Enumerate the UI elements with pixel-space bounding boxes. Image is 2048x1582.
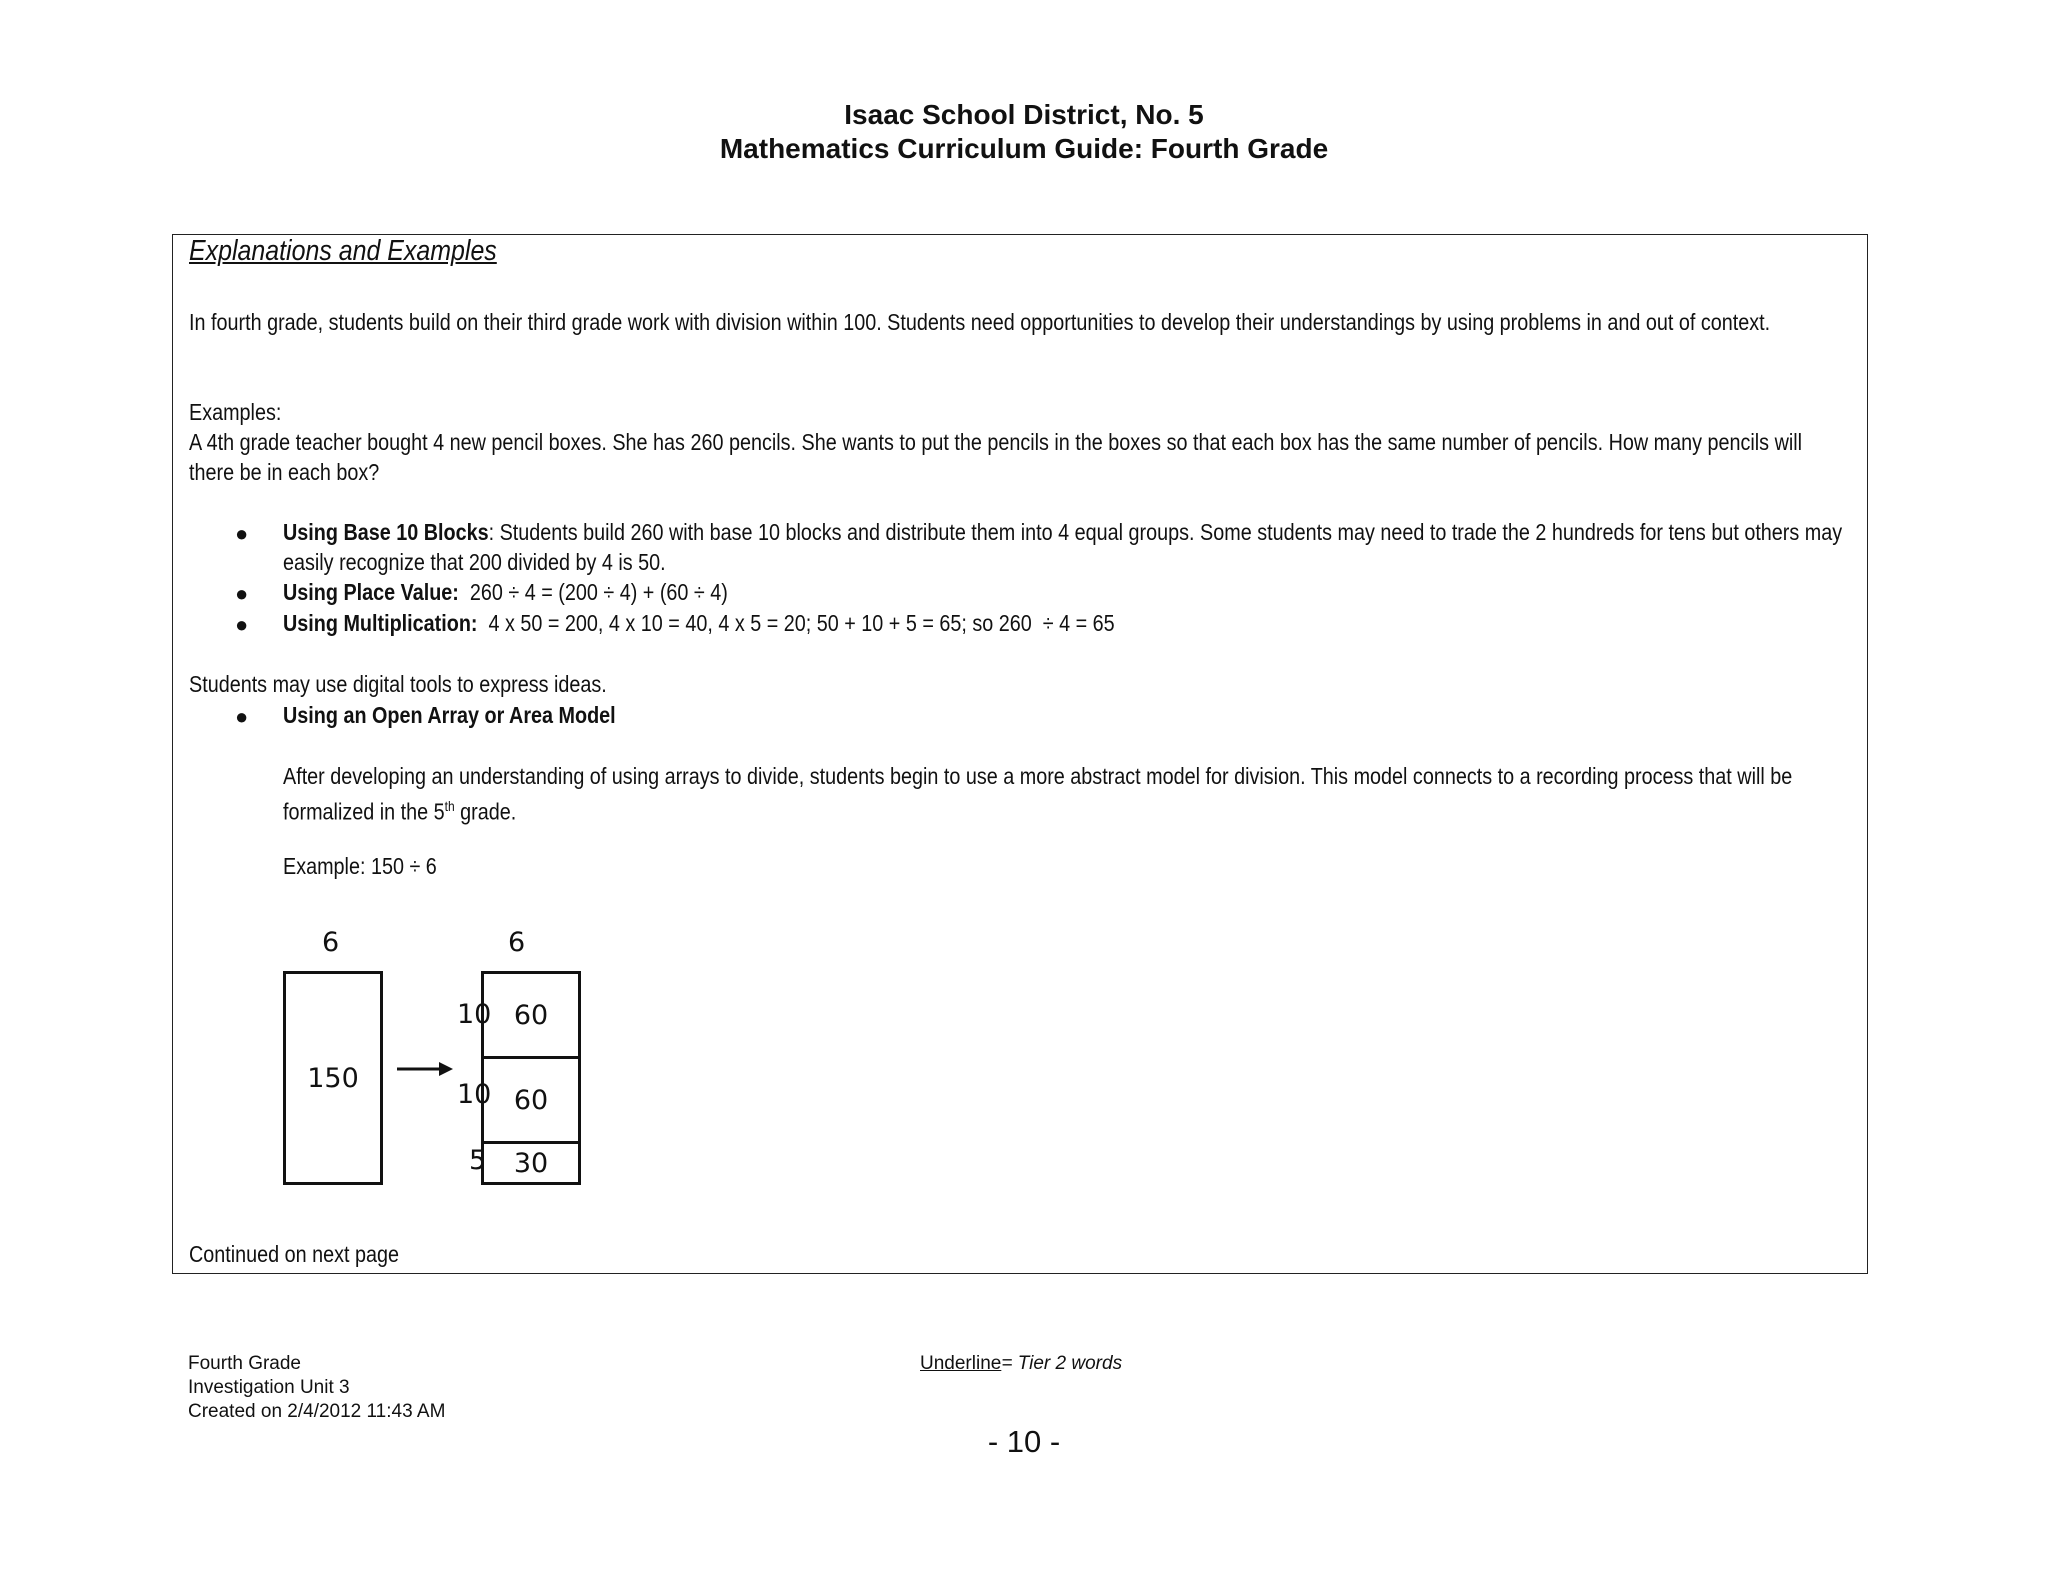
bullet-label: Using Place Value: [283, 579, 459, 605]
row-side-label: 10 [457, 1079, 492, 1110]
array-paragraph [283, 761, 1883, 827]
explanations-box [172, 234, 1868, 1274]
row-side-label: 10 [457, 999, 492, 1030]
bullet-base10 [283, 517, 1883, 577]
arrow-right-icon [395, 1059, 455, 1079]
document-title: Isaac School District, No. 5 [844, 99, 1204, 130]
bullet-multiplication [283, 608, 1883, 638]
bullet-text: 260 ÷ 4 = (200 ÷ 4) + (60 ÷ 4) [458, 579, 728, 605]
array-text-1: After developing an understanding of using arrays to divide, students begin to use a more abstract model for division. This model connects to a recording process that will be formalized in the 5 [283, 763, 1793, 825]
digital-tools-text: Students may use digital tools to express ideas. [189, 671, 607, 697]
area-cell [481, 1056, 581, 1144]
bullet-dot: ● [235, 704, 249, 729]
bullet-open-array [283, 700, 1883, 730]
continued-note: Continued on next page [189, 1241, 400, 1267]
area-cell-value: 30 [513, 1147, 549, 1179]
bullet-label: Using Base 10 Blocks [283, 519, 489, 545]
bullet-place-value [283, 577, 1883, 607]
document-subtitle: Mathematics Curriculum Guide: Fourth Grade [719, 133, 1329, 164]
legend-underline: Underline [920, 1353, 1002, 1374]
bullet-text: 4 x 50 = 200, 4 x 10 = 40, 4 x 5 = 20; 50 + 10 + 5 = 65; so 260 ÷ 4 = 65 [477, 610, 1115, 636]
bullet-dot: ● [235, 521, 249, 546]
area-cell [481, 971, 581, 1059]
row-side-label: 5 [469, 1145, 487, 1176]
area-cell [481, 1141, 581, 1185]
problem-text: A 4th grade teacher bought 4 new pencil boxes. She has 260 pencils. She wants to put the pencils in the boxes so that each box has the same number of pencils. How many pencils will there be in each box? [189, 429, 1803, 485]
footer-info [188, 1352, 445, 1424]
footer-created: Created on 2/4/2012 11:43 AM [188, 1401, 446, 1422]
left-rectangle-value: 150 [307, 1062, 359, 1094]
section-title: Explanations and Examples [189, 235, 497, 267]
bullet-label: Using Multiplication: [283, 610, 478, 636]
right-width-label: 6 [508, 927, 526, 958]
legend-text: = Tier 2 words [1001, 1353, 1123, 1374]
bullet-label: Using an Open Array or Area Model [283, 702, 616, 728]
page-number: - 10 - [987, 1424, 1061, 1459]
example-line: Example: 150 ÷ 6 [283, 853, 437, 879]
footer-grade: Fourth Grade [188, 1353, 301, 1374]
examples-label: Examples: [189, 399, 282, 425]
footer-unit: Investigation Unit 3 [188, 1377, 350, 1398]
array-text-2: grade. [454, 798, 517, 825]
left-rectangle [283, 971, 383, 1185]
area-cell-value: 60 [513, 999, 549, 1031]
bullet-text: : Students build 260 with base 10 blocks and distribute them into 4 equal groups. Some students may need to trade the 2 hundreds for tens but others may easily recognize that 200 divided by 4 is 50. [283, 519, 1843, 575]
bullet-dot: ● [235, 612, 249, 637]
intro-paragraph: In fourth grade, students build on their third grade work with division within 100. Students need opportunities to develop their understandings by using problems in and out of context. [189, 309, 1771, 335]
array-superscript: th [444, 798, 455, 814]
area-cell-value: 60 [513, 1084, 549, 1116]
bullet-dot: ● [235, 581, 249, 606]
footer-legend [920, 1352, 1122, 1376]
left-width-label: 6 [322, 927, 340, 958]
